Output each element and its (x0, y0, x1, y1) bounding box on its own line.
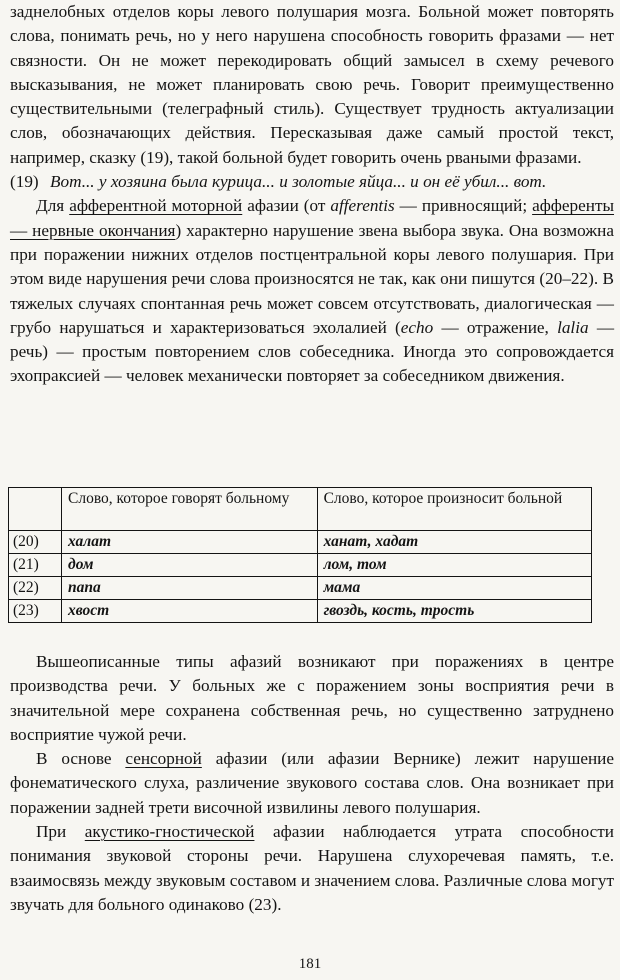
table-cell: гвоздь, кость, трость (317, 600, 591, 623)
page-number: 181 (298, 956, 322, 972)
table-cell: (23) (9, 600, 62, 623)
table-header: Слово, которое произносит больной (317, 488, 591, 531)
text: ) характерно нарушение звена выбора звука. Она возможна при поражении нижних отделов постцентральной коры левого полушария. При этом виде нарушения речи слова произносятся не так, как они пишутся (20–22). В тяжелых случаях спонтанная речь может совсем отсутствовать, диалогическая — грубо нарушаться и характеризоваться эхолалией ( (10, 220, 614, 337)
table-header-row (9, 488, 592, 531)
latin-term: echo (400, 317, 434, 337)
table-row (9, 531, 592, 554)
example-number: (19) (10, 172, 39, 192)
term-afferents: афференты — нервные окончания (10, 196, 615, 240)
term-afferent-motor: афферентной моторной (69, 196, 243, 216)
text: — привносящий; (394, 196, 533, 216)
text: Для (36, 196, 70, 216)
text: — отражение, (433, 317, 558, 337)
text: — речь) — простым повторением слов собеседника. Иногда это сопровождается эхопраксией — человек механически повторяет за собеседником движения. (10, 317, 614, 386)
text: При (36, 822, 85, 842)
text: афазии (или афазии Вернике) лежит нарушение фонематического слуха, различение звукового состава слов. Она возникает при поражении задней трети височной извилины левого полушария. (10, 749, 614, 817)
table-cell: мама (317, 577, 591, 600)
example-19 (10, 170, 614, 194)
page-text-top (10, 0, 614, 389)
table-cell: (20) (9, 531, 62, 554)
text: афазии (от (242, 196, 331, 216)
table-cell: дом (62, 554, 318, 577)
table-row (9, 554, 592, 577)
table-row (9, 577, 592, 600)
examples-table (8, 487, 592, 623)
table-cell: папа (62, 577, 318, 600)
term-acoustic-gnostic: акустико-гностической (84, 822, 255, 842)
latin-term: lalia (557, 317, 589, 337)
example-text: Вот... у хозяина была курица... и золотые яйца... и он её убил... вот. (50, 172, 547, 192)
paragraph: заднелобных отделов коры левого полушария мозга. Больной может повторять слова, понимать речь, но у него нарушена способность говорить фразами — нет связности. Он не может перекодировать общий замысел в схему речевого высказывания, не может планировать свою речь. Говорит преимущественно существительными (телеграфный стиль). Существует трудность актуализации слов, обозначающих действия. Пересказывая даже самый простой текст, например, сказку (19), такой больной будет говорить очень рваными фразами. (10, 2, 614, 167)
table-row (9, 600, 592, 623)
table-cell: (21) (9, 554, 62, 577)
page-text-bottom (10, 650, 614, 917)
paragraph: Вышеописанные типы афазий возникают при поражениях в центре производства речи. У больных же с поражением зоны восприятия речи в значительной мере сохранена собственная речь, но существенно затруднено восприятие чужой речи. (10, 652, 614, 744)
text: афазии наблюдается утрата способности понимания звуковой стороны речи. Нарушена слухоречевая память, т.е. взаимосвязь между звуковым составом и значением слова. Различные слова могут звучать для больного одинаково (23). (10, 822, 614, 914)
paragraph-sensory (10, 747, 614, 820)
table-cell: лом, том (317, 554, 591, 577)
text: В основе (36, 749, 126, 769)
latin-term: afferentis (330, 196, 395, 216)
paragraph-acoustic (10, 820, 614, 917)
table-cell: (22) (9, 577, 62, 600)
table-cell: халат (62, 531, 318, 554)
paragraph-afferent (10, 194, 614, 388)
table-cell: ханат, хадат (317, 531, 591, 554)
table-cell: хвост (62, 600, 318, 623)
term-sensory: сенсорной (125, 749, 202, 769)
table-header: Слово, которое говорят больному (62, 488, 318, 531)
table-header (9, 488, 62, 531)
